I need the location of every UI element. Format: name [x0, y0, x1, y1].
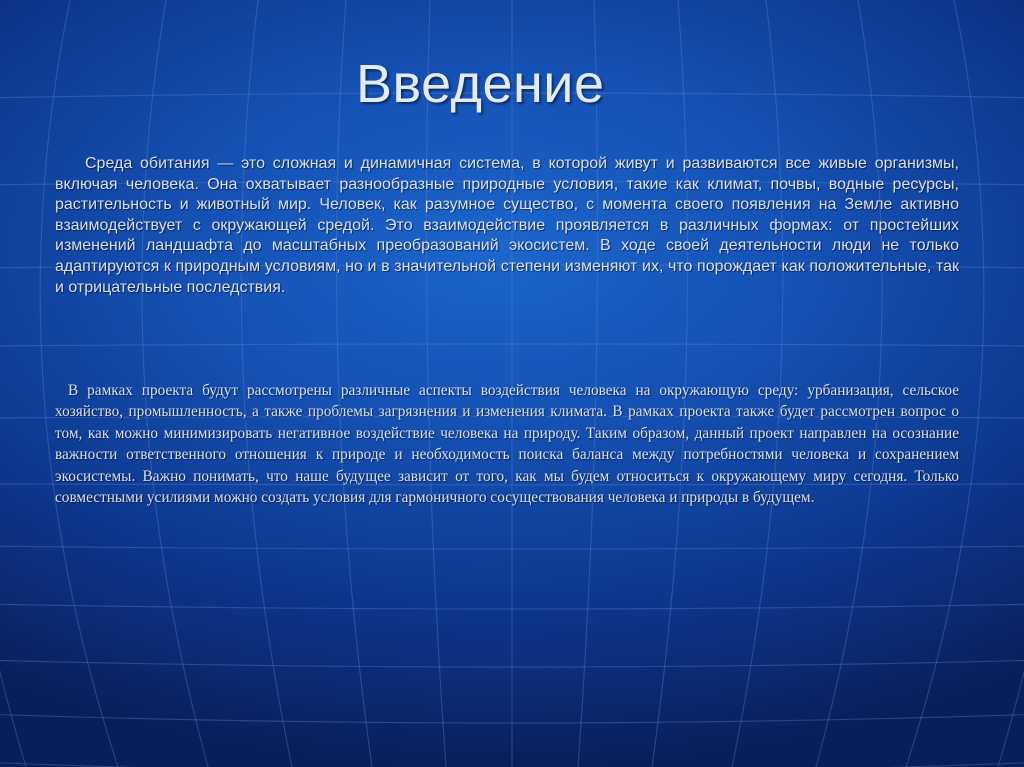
- intro-paragraph: Среда обитания — это сложная и динамичная система, в которой живут и развиваются все живые организмы, включая человека. Она охватывает разнообразные природные условия, такие как климат, почвы, водные ресурсы, растительность и животный мир. Человек, как разумное существо, с момента своего появления на Земле активно взаимодействует с окружающей средой. Это взаимодействие проявляется в различных формах: от простейших изменений ландшафта до масштабных преобразований экосистем. В ходе своей деятельности люди не только адаптируются к природным условиям, но и в значительной степени изменяют их, что порождает как положительные, так и отрицательные последствия.: [55, 155, 959, 296]
- slide-title: Введение: [356, 54, 605, 114]
- project-paragraph: В рамках проекта будут рассмотрены различные аспекты воздействия человека на окружающую среду: урбанизация, сельское хозяйство, промышленность, а также проблемы загрязнения и изменения климата. В рамках проекта также будет рассмотрен вопрос о том, как можно минимизировать негативное воздействие человека на природу. Таким образом, данный проект направлен на осознание важности ответственного отношения к природе и необходимость поиска баланса между потребностями человека и сохранением экосистемы. Важно понимать, что наше будущее зависит от того, как мы будем относиться к окружающему миру сегодня. Только совместными усилиями можно создать условия для гармоничного сосуществования человека и природы в будущем.: [55, 382, 959, 507]
